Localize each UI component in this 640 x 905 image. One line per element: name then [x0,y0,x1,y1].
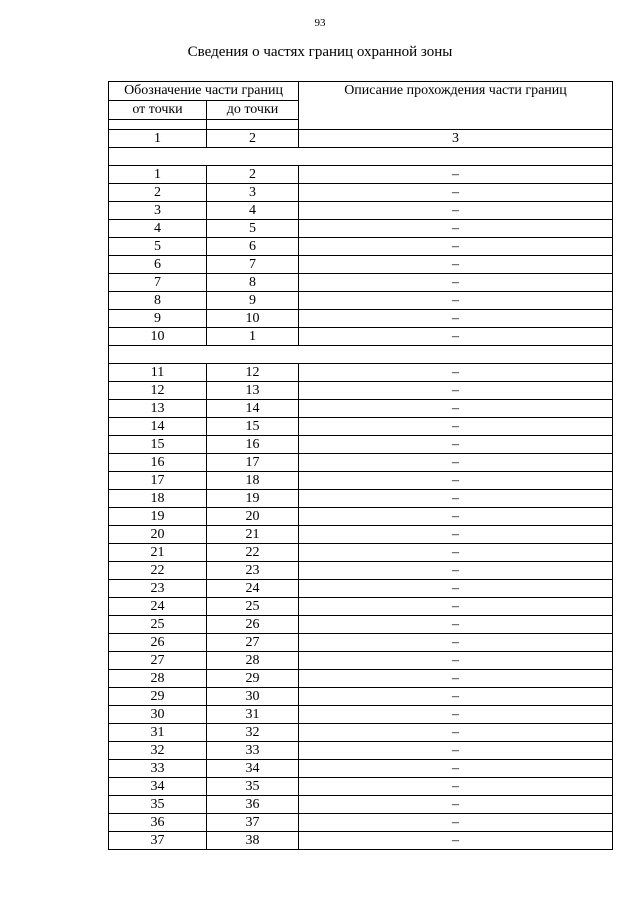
description-cell: – [299,256,613,274]
table-row [109,652,613,670]
from-point-cell: 32 [109,742,207,760]
table-row [109,814,613,832]
description-cell: – [299,184,613,202]
from-point-cell: 31 [109,724,207,742]
description-cell: – [299,526,613,544]
from-point-cell: 33 [109,760,207,778]
description-cell: – [299,310,613,328]
table-row [109,382,613,400]
column-number-2: 2 [207,130,299,148]
to-point-cell: 30 [207,688,299,706]
table-row [109,796,613,814]
table-row [109,472,613,490]
to-point-cell: 1 [207,328,299,346]
to-point-cell: 22 [207,544,299,562]
to-point-cell: 13 [207,382,299,400]
description-cell: – [299,418,613,436]
to-point-cell: 24 [207,580,299,598]
description-cell: – [299,364,613,382]
header-from-point: от точки [109,101,207,120]
table-row [109,418,613,436]
from-point-cell: 12 [109,382,207,400]
to-point-cell: 23 [207,562,299,580]
to-point-cell: 3 [207,184,299,202]
to-point-cell: 36 [207,796,299,814]
to-point-cell: 17 [207,454,299,472]
from-point-cell: 22 [109,562,207,580]
table-row [109,328,613,346]
to-point-cell: 19 [207,490,299,508]
description-cell: – [299,490,613,508]
section-separator-cell [109,148,613,166]
table-row [109,202,613,220]
description-cell: – [299,544,613,562]
description-cell: – [299,724,613,742]
description-cell: – [299,472,613,490]
from-point-cell: 7 [109,274,207,292]
from-point-cell: 10 [109,328,207,346]
table-row [109,832,613,850]
table-row [109,238,613,256]
description-cell: – [299,706,613,724]
table-row [109,490,613,508]
to-point-cell: 5 [207,220,299,238]
table-row [109,616,613,634]
description-cell: – [299,238,613,256]
table-row [109,724,613,742]
table-row [109,274,613,292]
to-point-cell: 16 [207,436,299,454]
table-row [109,508,613,526]
from-point-cell: 36 [109,814,207,832]
description-cell: – [299,832,613,850]
table-row [109,256,613,274]
to-point-cell: 38 [207,832,299,850]
from-point-cell: 16 [109,454,207,472]
from-point-cell: 21 [109,544,207,562]
table-row [109,760,613,778]
from-point-cell: 17 [109,472,207,490]
header-from-spacer [109,120,207,130]
description-cell: – [299,436,613,454]
table-row [109,526,613,544]
column-number-3: 3 [299,130,613,148]
table-row [109,310,613,328]
boundary-parts-table [108,81,613,850]
from-point-cell: 8 [109,292,207,310]
description-cell: – [299,562,613,580]
table-row [109,670,613,688]
from-point-cell: 9 [109,310,207,328]
description-cell: – [299,688,613,706]
from-point-cell: 30 [109,706,207,724]
description-cell: – [299,508,613,526]
header-to-point: до точки [207,101,299,120]
description-cell: – [299,796,613,814]
description-cell: – [299,220,613,238]
to-point-cell: 20 [207,508,299,526]
table-row [109,544,613,562]
to-point-cell: 9 [207,292,299,310]
description-cell: – [299,814,613,832]
description-cell: – [299,400,613,418]
from-point-cell: 11 [109,364,207,382]
header-boundary-designation: Обозначение части границ [109,82,299,101]
from-point-cell: 29 [109,688,207,706]
header-row-group [109,82,613,101]
to-point-cell: 14 [207,400,299,418]
to-point-cell: 34 [207,760,299,778]
from-point-cell: 15 [109,436,207,454]
section-separator-row [109,148,613,166]
to-point-cell: 15 [207,418,299,436]
section-separator-cell [109,346,613,364]
description-cell: – [299,166,613,184]
from-point-cell: 20 [109,526,207,544]
to-point-cell: 10 [207,310,299,328]
from-point-cell: 34 [109,778,207,796]
to-point-cell: 37 [207,814,299,832]
table-row [109,184,613,202]
from-point-cell: 25 [109,616,207,634]
from-point-cell: 2 [109,184,207,202]
from-point-cell: 23 [109,580,207,598]
column-number-row [109,130,613,148]
to-point-cell: 18 [207,472,299,490]
description-cell: – [299,328,613,346]
to-point-cell: 2 [207,166,299,184]
from-point-cell: 3 [109,202,207,220]
table-row [109,580,613,598]
table-row [109,364,613,382]
table-row [109,166,613,184]
table-row [109,292,613,310]
from-point-cell: 5 [109,238,207,256]
description-cell: – [299,580,613,598]
from-point-cell: 19 [109,508,207,526]
description-cell: – [299,778,613,796]
page-number: 93 [314,17,326,29]
table-row [109,778,613,796]
table-row [109,220,613,238]
from-point-cell: 37 [109,832,207,850]
to-point-cell: 27 [207,634,299,652]
description-cell: – [299,202,613,220]
table-body [109,82,613,850]
description-cell: – [299,616,613,634]
description-cell: – [299,670,613,688]
from-point-cell: 27 [109,652,207,670]
to-point-cell: 25 [207,598,299,616]
description-cell: – [299,382,613,400]
to-point-cell: 33 [207,742,299,760]
table-row [109,742,613,760]
from-point-cell: 18 [109,490,207,508]
from-point-cell: 1 [109,166,207,184]
section-separator-row [109,346,613,364]
from-point-cell: 26 [109,634,207,652]
description-cell: – [299,598,613,616]
table-row [109,634,613,652]
column-number-1: 1 [109,130,207,148]
to-point-cell: 31 [207,706,299,724]
header-description: Описание прохождения части границ [299,82,613,130]
table-row [109,562,613,580]
from-point-cell: 4 [109,220,207,238]
from-point-cell: 13 [109,400,207,418]
to-point-cell: 35 [207,778,299,796]
from-point-cell: 24 [109,598,207,616]
document-title: Сведения о частях границ охранной зоны [187,44,453,60]
table-row [109,400,613,418]
to-point-cell: 8 [207,274,299,292]
to-point-cell: 6 [207,238,299,256]
to-point-cell: 7 [207,256,299,274]
description-cell: – [299,274,613,292]
to-point-cell: 21 [207,526,299,544]
table-row [109,454,613,472]
from-point-cell: 28 [109,670,207,688]
from-point-cell: 35 [109,796,207,814]
header-to-spacer [207,120,299,130]
from-point-cell: 6 [109,256,207,274]
to-point-cell: 32 [207,724,299,742]
to-point-cell: 12 [207,364,299,382]
description-cell: – [299,292,613,310]
table-row [109,706,613,724]
table-row [109,598,613,616]
description-cell: – [299,760,613,778]
description-cell: – [299,454,613,472]
to-point-cell: 4 [207,202,299,220]
table-row [109,688,613,706]
to-point-cell: 29 [207,670,299,688]
to-point-cell: 26 [207,616,299,634]
description-cell: – [299,634,613,652]
description-cell: – [299,652,613,670]
to-point-cell: 28 [207,652,299,670]
description-cell: – [299,742,613,760]
from-point-cell: 14 [109,418,207,436]
table-row [109,436,613,454]
